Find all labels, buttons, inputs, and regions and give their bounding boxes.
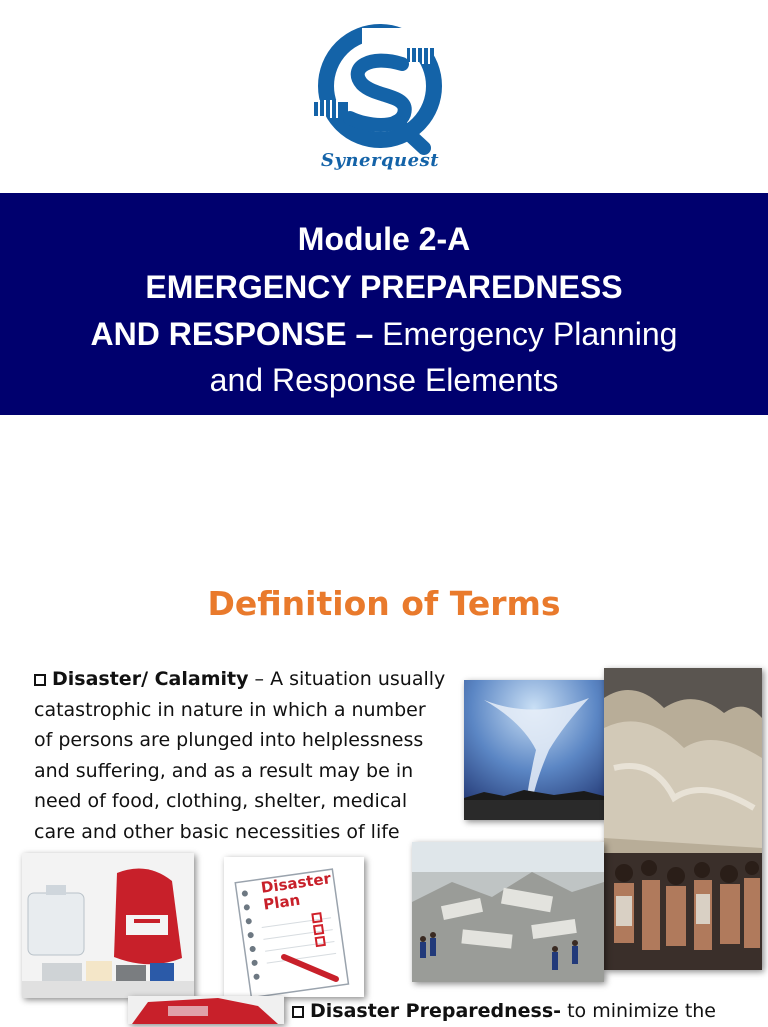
disaster-line-3: of persons are plunged into helplessness [34,729,424,751]
emergency-kit-image [22,853,194,998]
first-aid-bag-image [128,996,284,1024]
title-line-2: EMERGENCY PREPAREDNESS [145,269,623,305]
module-title: Module 2-A [297,221,471,257]
disaster-line-4: and suffering, and as a result may be in [34,759,414,782]
title-line-3-bold: AND RESPONSE – [90,316,374,352]
preparedness-text: to minimize the [561,1000,716,1022]
disaster-plan-image [224,857,364,997]
title-line-3 [0,315,768,353]
disaster-definition [34,664,474,847]
title-line-4: and Response Elements [209,362,559,398]
checkbox-bullet-icon [34,674,46,686]
preparedness-definition [292,996,762,1027]
title-band [0,193,768,415]
tornado-image [464,680,604,820]
preparedness-term: Disaster Preparedness- [310,1000,562,1022]
disaster-line-1: Disaster/ Calamity – A situation usually [34,664,474,695]
earthquake-rubble-image [412,842,604,982]
plan-label: Disaster Plan [259,869,332,914]
flood-wave-image [604,668,762,970]
logo-wordmark: Synerquest [320,150,440,171]
disaster-line-2: catastrophic in nature in which a number [34,698,426,721]
disaster-line-5: need of food, clothing, shelter, medical [34,790,408,812]
title-line-3-rest: Emergency Planning [373,316,678,352]
disaster-line-6: care and other basic necessities of life [34,820,400,843]
disaster-term: Disaster/ Calamity [52,668,249,690]
checkbox-bullet-icon [292,1006,304,1018]
definitions-heading: Definition of Terms [207,584,561,623]
